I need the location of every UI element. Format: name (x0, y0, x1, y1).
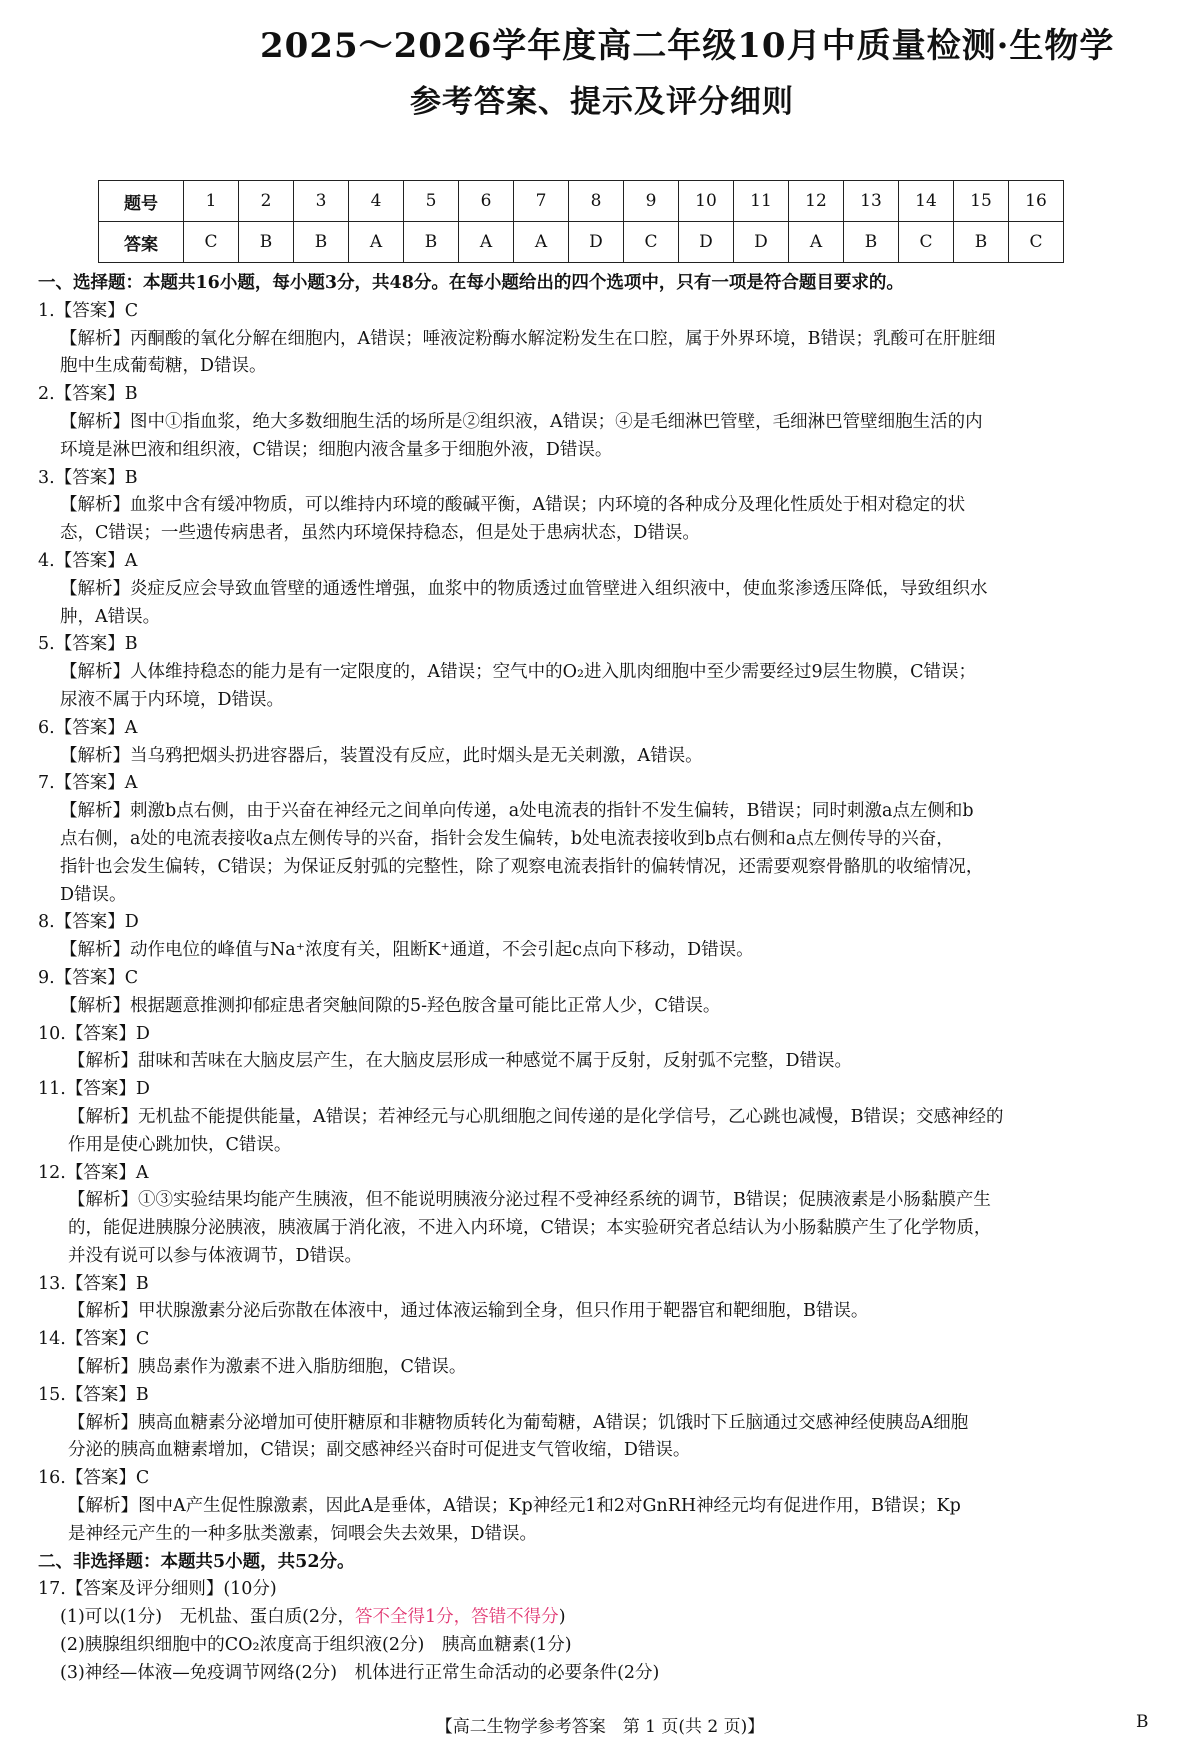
question-number-cell: 6 (459, 181, 514, 222)
question-number-row (99, 181, 1064, 222)
explanation-line: 【解析】根据题意推测抑郁症患者突触间隙的5-羟色胺含量可能比正常人少，C错误。 (60, 995, 721, 1016)
explanation-line: 【解析】血浆中含有缓冲物质，可以维持内环境的酸碱平衡，A错误；内环境的各种成分及理化性质处于相对稳定的状 (60, 495, 966, 516)
question-number-cell: 11 (734, 181, 789, 222)
answer-line: 13.【答案】B (38, 1273, 149, 1294)
section-heading: 二、非选择题：本题共5小题，共52分。 (38, 1551, 355, 1572)
question-number-cell: 9 (624, 181, 679, 222)
explanation-line: 【解析】甲状腺激素分泌后弥散在体液中，通过体液运输到全身，但只作用于靶器官和靶细胞，B错误。 (68, 1301, 869, 1322)
explanation-line: 环境是淋巴液和组织液，C错误；细胞内液含量多于细胞外液，D错误。 (60, 439, 613, 460)
answer-cell: D (569, 222, 624, 263)
explanation-line: D错误。 (60, 884, 127, 905)
answer-cell: B (404, 222, 459, 263)
answer-cell: A (789, 222, 844, 263)
question-number-cell: 13 (844, 181, 899, 222)
explanation-line: 【解析】图中①指血浆，绝大多数细胞生活的场所是②组织液，A错误；④是毛细淋巴管壁，毛细淋巴管壁细胞生活的内 (60, 411, 983, 432)
question-number-cell: 5 (404, 181, 459, 222)
explanation-line: 的，能促进胰腺分泌胰液，胰液属于消化液，不进入内环境，C错误；本实验研究者总结认为小肠黏膜产生了化学物质， (68, 1218, 992, 1239)
page-subtitle: 参考答案、提示及评分细则 (410, 84, 794, 120)
explanation-line: 【解析】图中A产生促性腺激素，因此A是垂体，A错误；Kp神经元1和2对GnRH神经元均有促进作用，B错误；Kp (68, 1496, 961, 1517)
answer-line: 9.【答案】C (38, 967, 139, 988)
q17-part-3: (3)神经—体液—免疫调节网络(2分) 机体进行正常生命活动的必要条件(2分) (60, 1662, 660, 1683)
explanation-line: 点右侧，a处的电流表接收a点左侧传导的兴奋，指针会发生偏转，b处电流表接收到b点右侧和a点左侧传导的兴奋， (60, 828, 954, 849)
q17-part-1 (38, 1604, 1158, 1632)
answer-cell: C (184, 222, 239, 263)
answer-cell: D (734, 222, 789, 263)
answer-row (99, 222, 1064, 263)
explanation-line: 【解析】人体维持稳态的能力是有一定限度的，A错误；空气中的O₂进入肌肉细胞中至少需要经过9层生物膜，C错误； (60, 662, 977, 683)
answer-cell: C (1009, 222, 1064, 263)
answer-line: 6.【答案】A (38, 717, 138, 738)
explanation-line: 胞中生成葡萄糖，D错误。 (60, 356, 267, 377)
q17-grading-note: 答不全得1分，答错不得分 (355, 1607, 559, 1628)
explanation-line: 指针也会发生偏转，C错误；为保证反射弧的完整性，除了观察电流表指针的偏转情况，还需要观察骨骼肌的收缩情况， (60, 856, 984, 877)
question-number-cell: 1 (184, 181, 239, 222)
question-number-cell: 10 (679, 181, 734, 222)
page-title: 2025～2026学年度高二年级10月中质量检测·生物学 (260, 26, 1115, 66)
answer-line: 11.【答案】D (38, 1079, 150, 1100)
answer-line: 16.【答案】C (38, 1468, 150, 1489)
explanation-line: 【解析】动作电位的峰值与Na⁺浓度有关，阻断K⁺通道，不会引起c点向下移动，D错误。 (60, 940, 754, 961)
q17-part-1-suffix: ) (558, 1607, 566, 1628)
answer-line: 2.【答案】B (38, 384, 138, 405)
row-label: 答案 (99, 222, 184, 263)
explanation-line: 并没有说可以参与体液调节，D错误。 (68, 1245, 363, 1266)
question-number-cell: 4 (349, 181, 404, 222)
answer-cell: A (349, 222, 404, 263)
answer-line: 3.【答案】B (38, 467, 138, 488)
explanations (38, 270, 1158, 1688)
answer-cell: C (899, 222, 954, 263)
answer-cell: B (294, 222, 349, 263)
explanation-line: 【解析】炎症反应会导致血管壁的通透性增强，血浆中的物质透过血管壁进入组织液中，使血浆渗透压降低，导致组织水 (60, 578, 988, 599)
question-number-cell: 15 (954, 181, 1009, 222)
explanation-line: 【解析】甜味和苦味在大脑皮层产生，在大脑皮层形成一种感觉不属于反射，反射弧不完整，D错误。 (68, 1051, 853, 1072)
explanation-line: 作用是使心跳加快，C错误。 (68, 1134, 292, 1155)
answer-line: 1.【答案】C (38, 300, 139, 321)
answer-cell: B (844, 222, 899, 263)
explanation-line: 【解析】当乌鸦把烟头扔进容器后，装置没有反应，此时烟头是无关刺激，A错误。 (60, 745, 703, 766)
q17-part-1-text: (1)可以(1分) 无机盐、蛋白质(2分， (60, 1607, 356, 1628)
explanation-line: 态，C错误；一些遗传病患者，虽然内环境保持稳态，但是处于患病状态，D错误。 (60, 523, 700, 544)
page-footer: 【高二生物学参考答案 第 1 页(共 2 页)】 (435, 1717, 765, 1737)
paper-version-label: B (1136, 1712, 1149, 1732)
question-number-cell: 7 (514, 181, 569, 222)
question-number-cell: 12 (789, 181, 844, 222)
answer-cell: B (239, 222, 294, 263)
explanation-line: 肿，A错误。 (60, 606, 161, 627)
explanation-line: 【解析】胰岛素作为激素不进入脂肪细胞，C错误。 (68, 1357, 467, 1378)
row-label: 题号 (99, 181, 184, 222)
answer-line: 5.【答案】B (38, 634, 138, 655)
answer-cell: C (624, 222, 679, 263)
answer-line: 7.【答案】A (38, 773, 138, 794)
question-number-cell: 2 (239, 181, 294, 222)
q17-part-2: (2)胰腺组织细胞中的CO₂浓度高于组织液(2分) 胰高血糖素(1分) (60, 1635, 572, 1656)
answer-line: 10.【答案】D (38, 1023, 150, 1044)
explanation-line: 尿液不属于内环境，D错误。 (60, 689, 285, 710)
explanation-line: 分泌的胰高血糖素增加，C错误；副交感神经兴奋时可促进支气管收缩，D错误。 (68, 1440, 691, 1461)
explanation-line: 是神经元产生的一种多肽类激素，饲喂会失去效果，D错误。 (68, 1523, 538, 1544)
answer-cell: A (514, 222, 569, 263)
answer-line: 8.【答案】D (38, 912, 139, 933)
question-number-cell: 16 (1009, 181, 1064, 222)
answer-line: 4.【答案】A (38, 550, 138, 571)
explanation-line: 【解析】胰高血糖素分泌增加可使肝糖原和非糖物质转化为葡萄糖，A错误；饥饿时下丘脑通过交感神经使胰岛A细胞 (68, 1412, 969, 1433)
answer-cell: D (679, 222, 734, 263)
answer-line: 12.【答案】A (38, 1162, 149, 1183)
answer-line: 17.【答案及评分细则】(10分) (38, 1579, 277, 1600)
explanation-line: 【解析】丙酮酸的氧化分解在细胞内，A错误；唾液淀粉酶水解淀粉发生在口腔，属于外界环境，B错误；乳酸可在肝脏细 (60, 328, 996, 349)
answer-line: 14.【答案】C (38, 1329, 150, 1350)
answer-line: 15.【答案】B (38, 1384, 149, 1405)
answer-cell: B (954, 222, 1009, 263)
question-number-cell: 8 (569, 181, 624, 222)
answer-table (98, 180, 1064, 263)
question-number-cell: 14 (899, 181, 954, 222)
explanation-line: 【解析】刺激b点右侧，由于兴奋在神经元之间单向传递，a处电流表的指针不发生偏转，B错误；同时刺激a点左侧和b (60, 801, 974, 822)
explanation-line: 【解析】①③实验结果均能产生胰液，但不能说明胰液分泌过程不受神经系统的调节，B错误；促胰液素是小肠黏膜产生 (68, 1190, 991, 1211)
answer-cell: A (459, 222, 514, 263)
section-heading: 一、选择题：本题共16小题，每小题3分，共48分。在每小题给出的四个选项中，只有一项是符合题目要求的。 (38, 273, 904, 293)
explanation-line: 【解析】无机盐不能提供能量，A错误；若神经元与心肌细胞之间传递的是化学信号，乙心跳也减慢，B错误；交感神经的 (68, 1106, 1004, 1127)
question-number-cell: 3 (294, 181, 349, 222)
